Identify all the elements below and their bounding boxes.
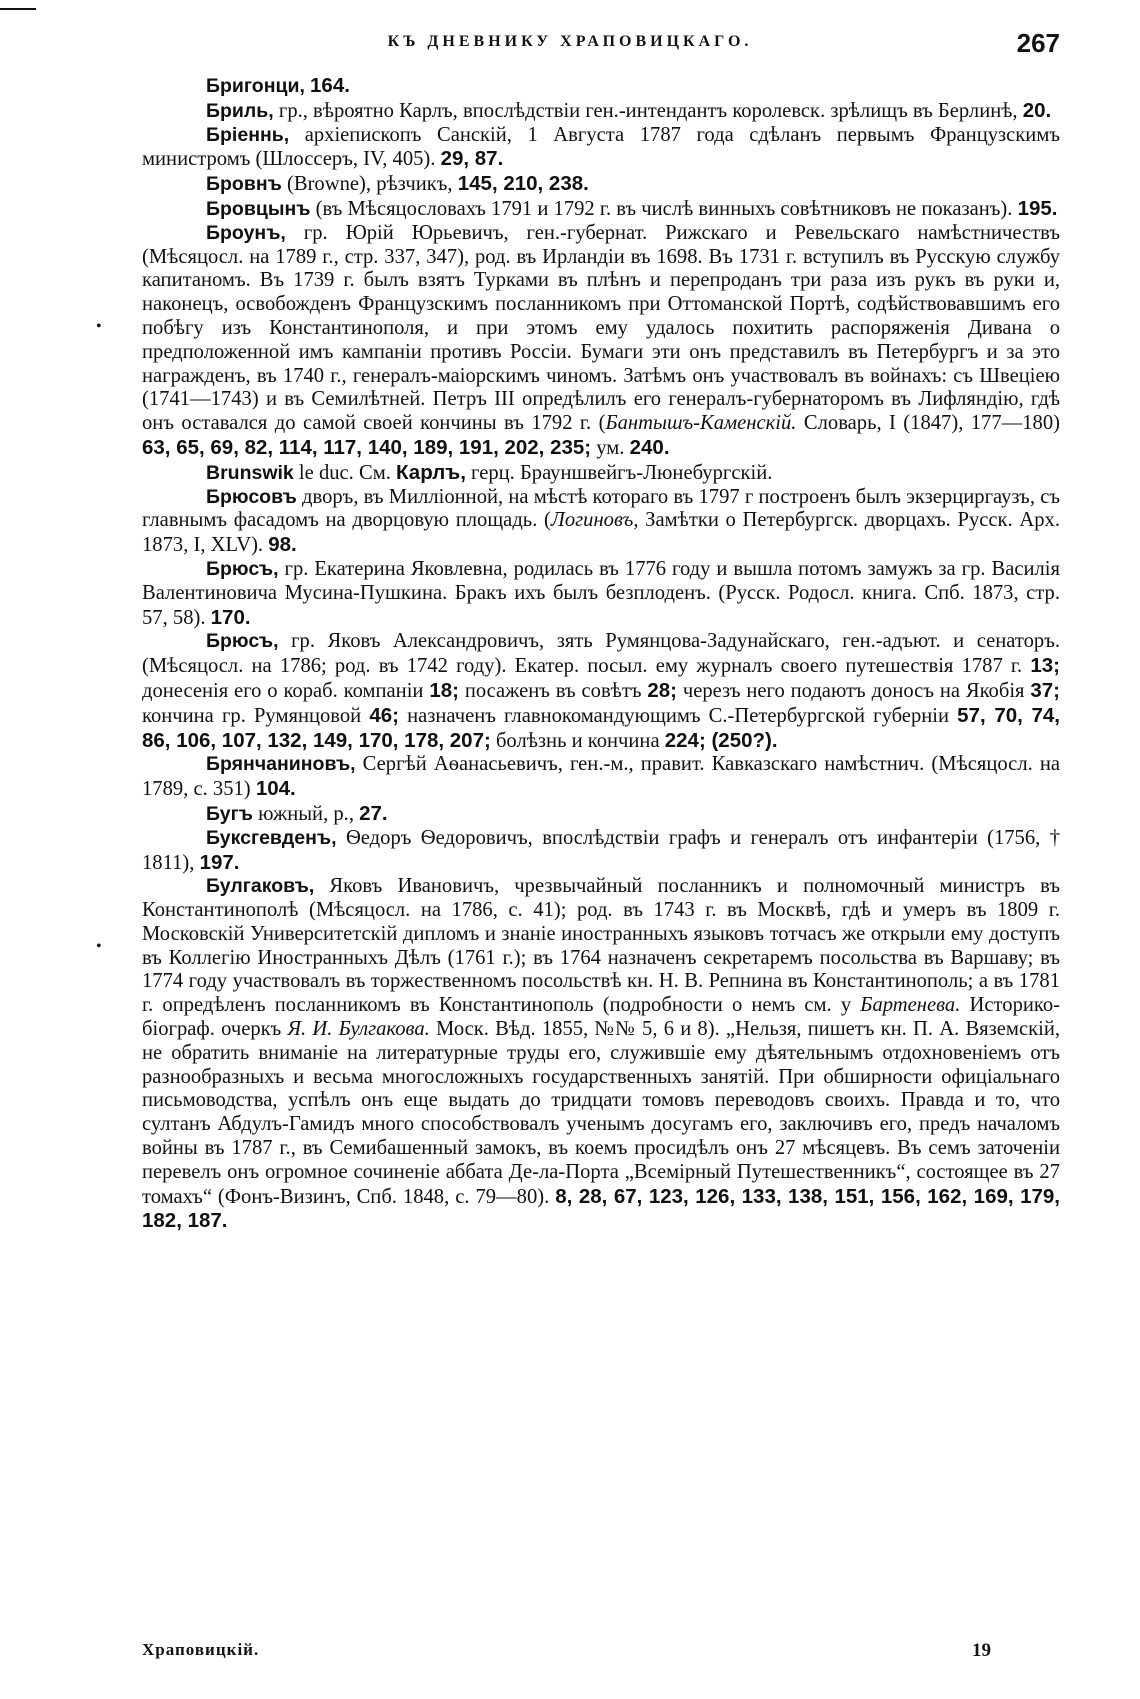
entry-text: архіепископъ Санскій, 1 Августа 1787 года сдѣланъ первымъ Французскимъ министромъ (Шлоссеръ, IV, 405). xyxy=(142,123,1060,171)
entry-text: (въ Мѣсяцословахъ 1791 и 1792 г. въ числѣ винныхъ совѣтниковъ не показанъ). xyxy=(310,197,1018,220)
entry-text: (Browne), рѣзчикъ, xyxy=(281,173,458,196)
entry-text: Сергѣй Аѳанасьевичъ, ген.-м., правит. Кавказскаго намѣстнич. (Мѣсяцосл. на 1789, с. 351) xyxy=(142,753,1060,801)
entry-headword: Буксгевденъ, xyxy=(206,826,337,849)
index-entry xyxy=(142,461,1060,486)
entry-text: гр. Юрій Юрьевичъ, ген.-губернат. Рижскаго и Ревельскаго намѣстничествъ (Мѣсяцосл. на 1789 г., стр. 337, 347), род. въ Ирландіи въ 1698. Въ 1731 г. вступилъ въ Русскую службу капитаномъ. Въ 1739 г. былъ взятъ Турками въ плѣнъ и перепроданъ три раза изъ рукъ въ руки и, наконецъ, освобожденъ Французскимъ посланникомъ при Оттоманской Портѣ, содѣйствовавшимъ его побѣгу изъ Константинополя, и при этомъ ему удалось похитить распоряженія Дивана о предположенной имъ кампаніи противъ Россіи. Бумаги эти онъ представилъ въ Петербургъ и за это награжденъ, въ 1740 г., генералъ-маіорскимъ чиномъ. Затѣмъ онъ участвовалъ въ войнахъ: съ Швеціею (1741—1743) и въ Семилѣтней. Петръ III опредѣлилъ его генералъ-губернаторомъ въ Лифляндію, гдѣ онъ оставался до самой своей кончины въ 1792 г. ( xyxy=(142,221,1060,435)
italic-citation: Бартенева. xyxy=(860,994,961,1017)
entry-text: Историко-біограф. очеркъ xyxy=(142,994,1061,1041)
entry-headword: Брянчаниновъ, xyxy=(206,753,356,776)
entry-headword: Бровнъ xyxy=(206,173,282,196)
italic-citation: Я. И. Булгакова. xyxy=(287,1018,430,1041)
index-entry xyxy=(142,124,1060,173)
entry-headword: Бровцынъ xyxy=(206,197,311,220)
entry-headword: Булгаковъ, xyxy=(206,875,315,898)
page-references: 240. xyxy=(629,435,670,459)
page-references: 145, 210, 238. xyxy=(457,172,589,196)
signature-mark: 19 xyxy=(972,1640,991,1661)
header-rule xyxy=(0,8,36,10)
page-references: 57, 70, 74, 86, 106, 107, 132, 149, 170, 178, 207; xyxy=(142,703,1060,752)
page-references: 46; xyxy=(369,703,399,727)
entry-headword: Бріеннь, xyxy=(206,123,290,146)
entry-headword: Брюсовъ xyxy=(206,485,297,508)
entry-text: кончина гр. Румянцовой xyxy=(142,704,370,727)
page-references: 27. xyxy=(359,801,388,825)
entry-text: назначенъ главнокомандующимъ С.-Петербургской губерніи xyxy=(398,704,958,727)
footer-author: Храповицкій. xyxy=(142,1640,260,1659)
page-references: 197. xyxy=(199,850,240,874)
entry-text: герц. Брауншвейгъ-Люнебургскій. xyxy=(465,461,773,484)
page-header xyxy=(0,0,1140,70)
page-references: 104. xyxy=(255,777,296,801)
entry-text: Ѳедоръ Ѳедоровичъ, впослѣдствіи графъ и генералъ отъ инфантеріи (1756, † 1811), xyxy=(142,826,1060,874)
entry-text: дворъ, въ Милліонной, на мѣстѣ котораго въ 1797 г построенъ былъ экзерциргаузъ, съ главнымъ фасадомъ на дворцовую площадь. ( xyxy=(142,485,1060,532)
index-entry xyxy=(142,197,1060,222)
index-entry xyxy=(142,172,1060,197)
entry-text: болѣзнь и кончина xyxy=(490,729,665,752)
index-entry xyxy=(142,74,1060,99)
index-entry xyxy=(142,802,1060,827)
page-references: Карлъ, xyxy=(396,460,466,484)
entry-text: Словарь, I (1847), 177—180) xyxy=(796,412,1060,435)
page-references: 20. xyxy=(1022,98,1052,122)
page-references: 164. xyxy=(310,74,350,97)
index-entry xyxy=(142,753,1060,802)
italic-citation: Логиновъ, xyxy=(550,509,639,532)
index-entry xyxy=(142,99,1060,124)
entry-text: Замѣтки о Петербургск. дворцахъ. Русск. Арх. 1873, I, XLV). xyxy=(142,509,1060,557)
page-references: 224; (250?). xyxy=(664,728,778,752)
entry-headword: Бугъ xyxy=(206,802,253,825)
entry-text: гр. Яковъ Александровичъ, зять Румянцова-Задунайскаго, ген.-адъют. и сенаторъ. (Мѣсяцосл. на 1786; род. въ 1742 году). Екатер. посыл. ему журналъ своего путешествія 1787 г. xyxy=(142,630,1060,678)
entry-text: гр. Екатерина Яковлевна, родилась въ 1776 году и вышла потомъ замужъ за гр. Василія Валентиновича Мусина-Пушкина. Бракъ ихъ былъ безплоденъ. (Русск. Родосл. книга. Спб. 1873, стр. 57, 58). xyxy=(142,557,1060,629)
entry-text: донесенія его о кораб. компаніи xyxy=(142,679,430,702)
page-references: 28; xyxy=(647,678,678,702)
page-references: 170. xyxy=(210,605,251,629)
margin-mark: • xyxy=(96,938,102,955)
entry-headword: Бриль, xyxy=(206,99,274,122)
entry-headword: Brunswik xyxy=(206,461,294,484)
page-references: 63, 65, 69, 82, 114, 117, 140, 189, 191, 202, 235; xyxy=(142,435,592,459)
entry-headword: Брюсъ, xyxy=(206,557,279,580)
entry-headword: Брюсъ, xyxy=(206,630,279,653)
index-entry xyxy=(142,875,1060,1234)
italic-citation: Бантышъ-Каменскій. xyxy=(605,412,797,435)
entry-text: посаженъ въ совѣтъ xyxy=(458,679,648,702)
entry-text: Моск. Вѣд. 1855, №№ 5, 6 и 8). „Нельзя, пишетъ кн. П. А. Вяземскій, не обратить вниманіе на литературные труды его, служившіе ему дѣятельнымъ отдохновеніемъ отъ разнообразныхъ и весьма многосложныхъ государственныхъ занятій. При обширности офиціальнаго письмоводства, успѣлъ онъ еще выдать до тридцати томовъ переводовъ своихъ. Правда и то, что султанъ Абдулъ-Гамидъ много способствовалъ ученымъ досугамъ его, заключивъ его, предъ началомъ войны въ 1787 г., въ Семибашенный замокъ, въ коемъ просидѣлъ онъ 27 мѣсяцевъ. Въ семъ заточеніи перевелъ онъ огромное сочиненіе аббата Де-ла-Порта „Всемірный Путешественникъ“, состоящее въ 27 томахъ“ (Фонъ-Визинъ, Спб. 1848, с. 79—80). xyxy=(142,1018,1060,1208)
entry-headword: Бригонци, xyxy=(206,75,305,97)
entry-headword: Броунъ, xyxy=(206,221,286,244)
index-entry xyxy=(142,827,1060,876)
index-entry xyxy=(142,486,1060,558)
page-references: 18; xyxy=(429,678,459,702)
page-references: 13; xyxy=(1030,654,1060,678)
entry-text: гр., вѣроятно Карлъ, впослѣдствіи ген.-интендантъ королевск. зрѣлищъ въ Берлинѣ, xyxy=(273,99,1023,122)
page-number: 267 xyxy=(1016,28,1060,58)
entry-text: южный, р., xyxy=(252,802,360,825)
entry-text: ум. xyxy=(591,436,630,459)
entry-text: черезъ него подаютъ доносъ на Якобія xyxy=(677,679,1031,702)
index-entries xyxy=(142,74,1060,1234)
page-references: 8, 28, 67, 123, 126, 133, 138, 151, 156, 162, 169, 179, 182, 187. xyxy=(142,1184,1060,1233)
page-references: 29, 87. xyxy=(440,147,504,171)
margin-mark: • xyxy=(96,318,102,335)
index-entry xyxy=(142,558,1060,630)
page-footer xyxy=(0,1640,1140,1680)
running-title: КЪ ДНЕВНИКУ ХРАПОВИЦКАГО. xyxy=(387,33,753,50)
entry-text: le duc. См. xyxy=(293,461,397,484)
page-references: 98. xyxy=(268,533,297,557)
index-entry xyxy=(142,222,1060,461)
index-entry xyxy=(142,630,1060,753)
page-references: 37; xyxy=(1030,678,1061,702)
entry-text: Яковъ Ивановичъ, чрезвычайный посланникъ и полномочный министръ въ Константинополѣ (Мѣсяцосл. на 1786, с. 41); род. въ 1743 г. въ Москвѣ, гдѣ и умеръ въ 1809 г. Московскій Университетскій дипломъ и знаніе иностранныхъ языковъ тотчасъ же открыли ему доступъ въ Коллегію Иностранныхъ Дѣлъ (1761 г.); въ 1764 назначенъ секретаремъ посольства въ Варшаву; въ 1774 году участвовалъ въ торжественномъ посольствѣ кн. Н. В. Репнина въ Константинополь; а въ 1781 г. опредѣленъ посланникомъ въ Константинополь (подробности о немъ см. у xyxy=(142,875,1060,1017)
page-references: 195. xyxy=(1017,196,1058,220)
